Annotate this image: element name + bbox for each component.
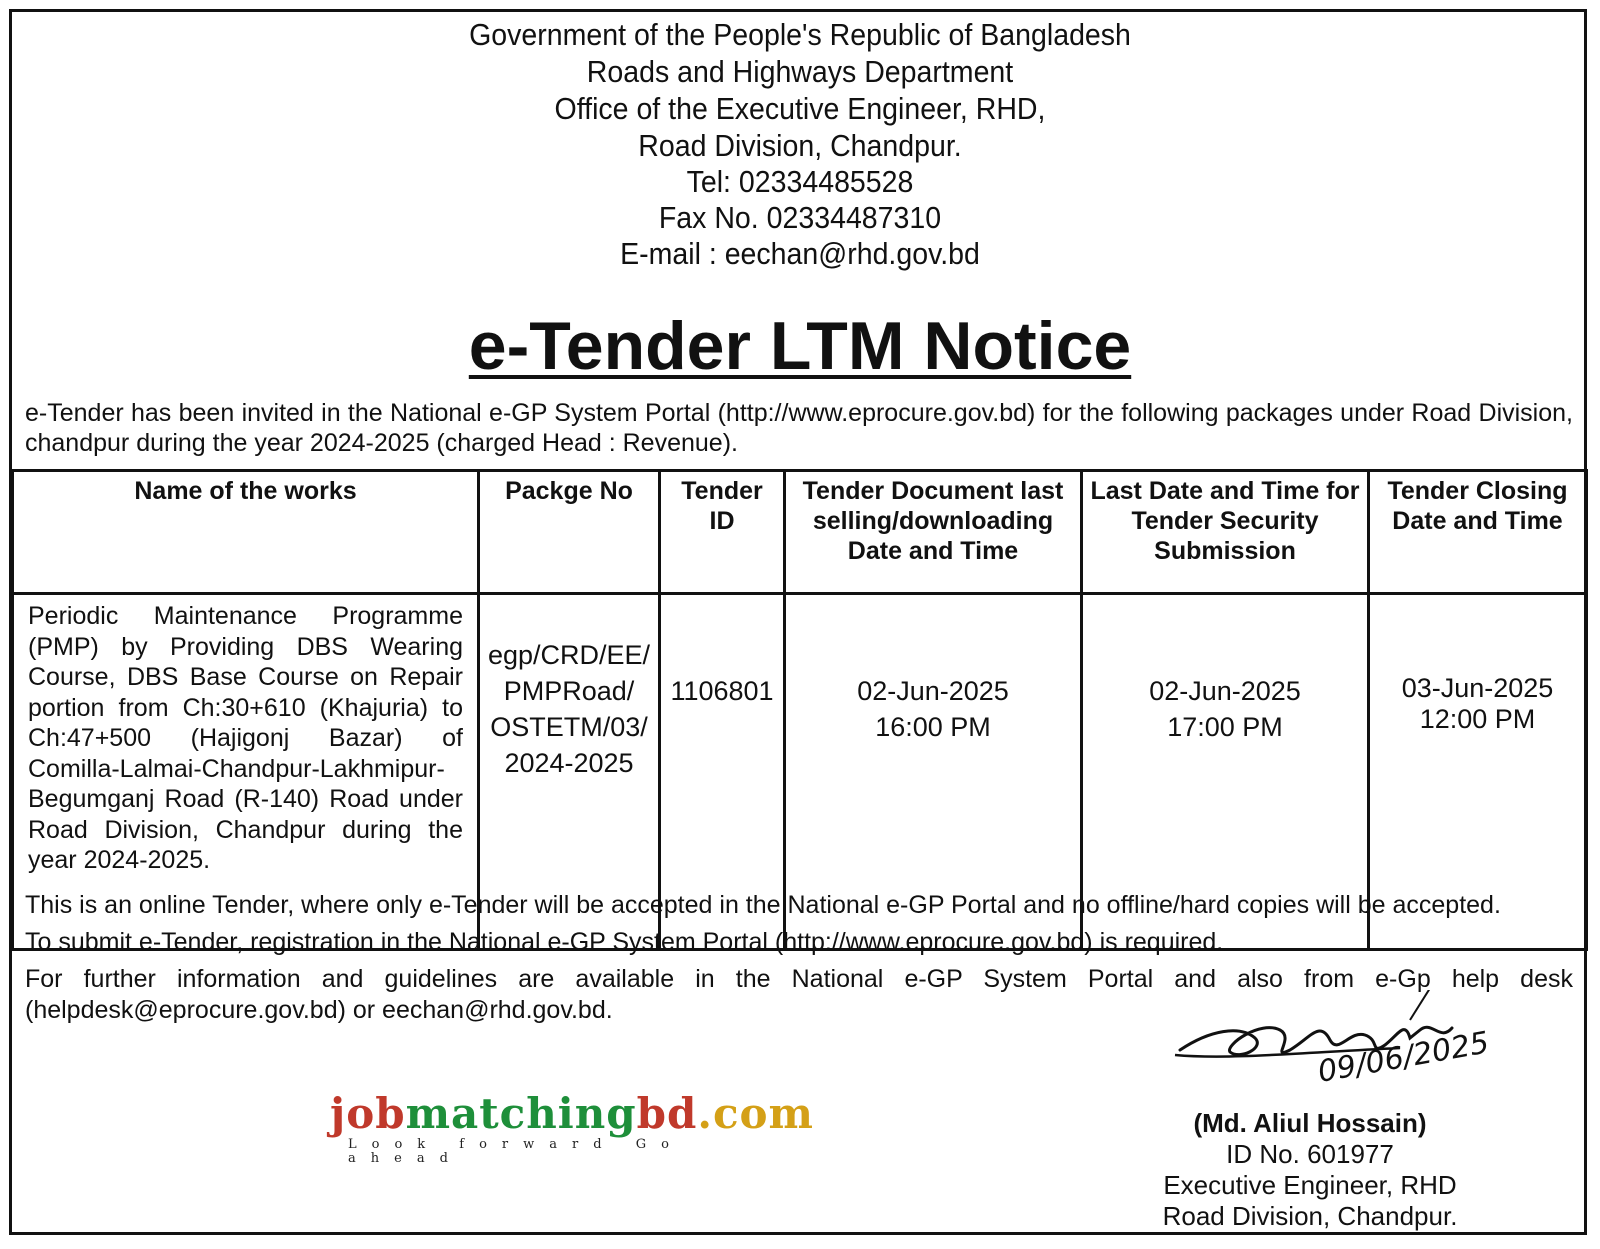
header-fax: Fax No. 02334487310 [658,200,942,235]
handwritten-signature [1170,990,1550,1100]
col-header-security-date: Last Date and Time for Tender Security Submission [1082,471,1369,594]
header-government: Government of the People's Republic of Bangladesh [469,17,1131,52]
signatory-office: Road Division, Chandpur. [1162,1201,1458,1231]
header-tel: Tel: 02334485528 [686,164,914,199]
col-header-work-name: Name of the works [13,471,479,594]
col-header-doc-date: Tender Document last selling/downloading Date and Time [785,471,1082,594]
col-header-tender-id: Tender ID [660,471,785,594]
col-header-package-no: Packge No [479,471,660,594]
header-department: Roads and Highways Department [586,54,1014,89]
doc-date: 02-Jun-2025 [857,676,1009,706]
signatory-name: (Md. Aliul Hossain) [1193,1108,1427,1138]
note-online-only: This is an online Tender, where only e-Tender will be accepted in the National e-GP Portal and no offline/hard copies will be accepted. [25,891,1501,919]
tender-table [11,469,1588,951]
notice-title [0,308,1600,384]
signatory-designation: Executive Engineer, RHD [1163,1170,1457,1200]
intro-paragraph [25,398,1573,458]
security-time: 17:00 PM [1167,712,1283,742]
note-help: For further information and guidelines are available in the National e-GP System Portal and also from e-Gp help desk (helpdesk@eprocure.gov.bd) or eechan@rhd.gov.bd. [25,965,1573,1024]
cell-package-no: egp/CRD/EE/ PMPRoad/ OSTETM/03/ 2024-2025 [479,594,660,950]
watermark-tagline: Look forward Go ahead [348,1137,684,1166]
header-email: E-mail : eechan@rhd.gov.bd [620,236,980,271]
watermark-wordmark: jobmatchingbd.com [330,1089,814,1138]
header-division: Road Division, Chandpur. [638,128,962,163]
col-header-closing-date: Tender Closing Date and Time [1369,471,1587,594]
intro-text: e-Tender has been invited in the National e-GP System Portal (http://www.eprocure.gov.bd) for the following packages under Road Division, chandpur during the year 2024-2025 (charged Head : Revenue). [25,399,1573,457]
signature-date: 09/06/2025 [1315,1025,1492,1090]
closing-date: 03-Jun-2025 [1401,673,1554,703]
table-header-row [13,471,1587,594]
signatory-id: ID No. 601977 [1226,1139,1394,1169]
cell-tender-id: 1106801 [660,594,785,950]
watermark-logo [330,1089,814,1166]
notice-title-text: e-Tender LTM Notice [468,308,1132,384]
closing-time: 12:00 PM [1419,704,1536,734]
doc-time: 16:00 PM [875,712,991,742]
signatory-block [1080,1108,1540,1232]
header-office: Office of the Executive Engineer, RHD, [554,91,1046,126]
cell-work-name: Periodic Maintenance Programme (PMP) by Providing DBS Wearing Course, DBS Base Course on Repair portion from Ch:30+610 (Khajuria) to Ch:47+500 (Hajigonj Bazar) of Comilla-Lalmai-Chandpur-Lakhmipur-Begumganj Road (R-140) Road under Road Division, Chandpur during the year 2024-2025. [13,594,479,950]
note-registration: To submit e-Tender, registration in the National e-GP System Portal (http://www.eprocure.gov.bd) is required. [25,928,1224,956]
security-date: 02-Jun-2025 [1149,676,1301,706]
